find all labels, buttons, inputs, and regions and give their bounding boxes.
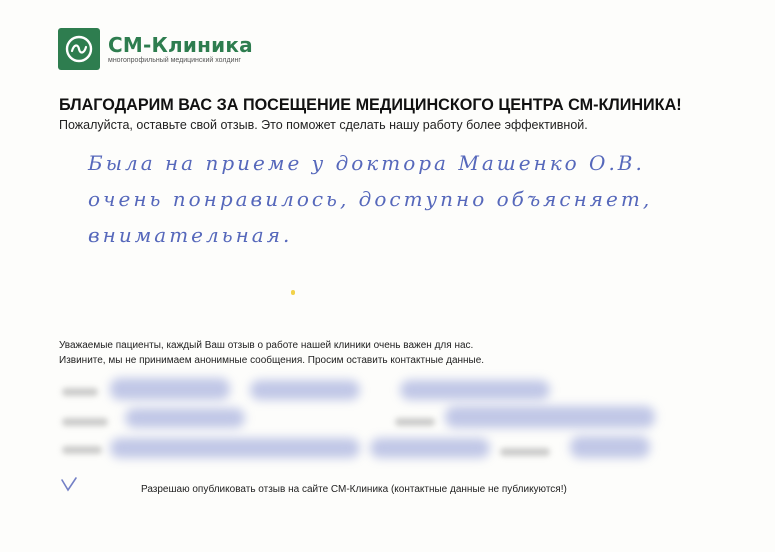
review-line-3: внимательная. [88,223,293,247]
logo-name: СМ-Клиника [108,33,253,57]
consent-checkmark-icon[interactable] [60,476,80,496]
consent-label: Разрешаю опубликовать отзыв на сайте СМ-Клиника (контактные данные не публикуются!) [141,484,567,495]
cm-logo-icon [58,28,100,70]
notice-text [59,338,484,368]
form-heading: БЛАГОДАРИМ ВАС ЗА ПОСЕЩЕНИЕ МЕДИЦИНСКОГО ЦЕНТРА СМ-КЛИНИКА! [59,96,682,114]
review-line-1: Была на приеме у доктора Машенко О.В. [88,151,645,175]
handwritten-review [88,145,728,253]
notice-line-1: Уважаемые пациенты, каждый Ваш отзыв о работе нашей клиники очень важен для нас. [59,340,474,351]
ink-spot [291,290,295,295]
form-subheading: Пожалуйста, оставьте свой отзыв. Это поможет сделать нашу работу более эффективной. [59,118,588,132]
review-line-2: очень понравилось, доступно объясняет, [88,187,653,211]
logo-tagline: многопрофильный медицинский холдинг [108,57,241,64]
clinic-logo [58,28,253,70]
notice-line-2: Извините, мы не принимаем анонимные сообщения. Просим оставить контактные данные. [59,355,485,366]
